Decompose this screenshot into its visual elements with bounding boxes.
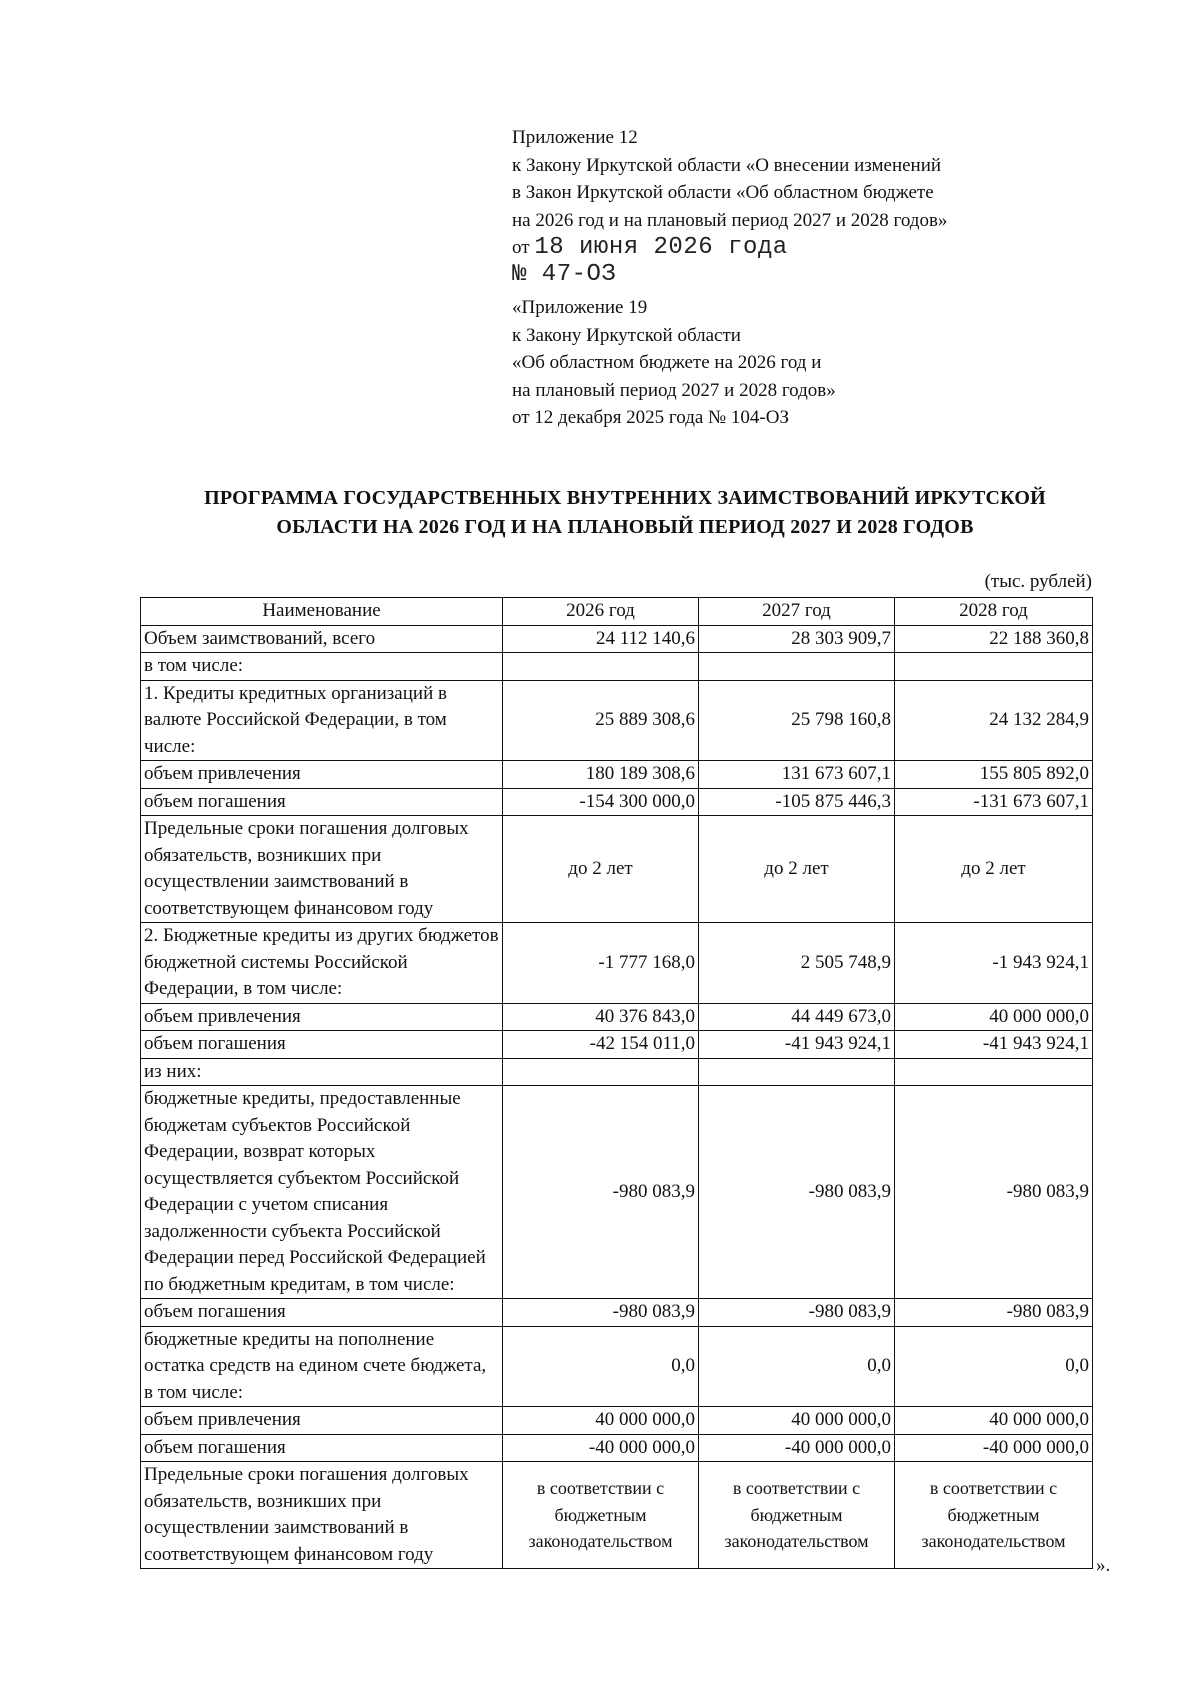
value-2028: 22 188 360,8 [895, 625, 1093, 653]
header-name: Наименование [141, 598, 503, 626]
value-2026: -154 300 000,0 [503, 788, 699, 816]
title-line: ОБЛАСТИ НА 2026 ГОД И НА ПЛАНОВЫЙ ПЕРИОД 2027 И 2028 ГОДОВ [276, 516, 974, 538]
table-row [141, 1058, 1093, 1086]
value-2028: до 2 лет [895, 816, 1093, 923]
value-2026: -980 083,9 [503, 1086, 699, 1299]
legal-line: законодательством [724, 1531, 869, 1552]
value-2027: -40 000 000,0 [699, 1434, 895, 1462]
document-title [130, 484, 1120, 542]
value-2028 [895, 1462, 1093, 1569]
title-line: ПРОГРАММА ГОСУДАРСТВЕННЫХ ВНУТРЕННИХ ЗАИМСТВОВАНИЙ ИРКУТСКОЙ [204, 487, 1046, 509]
legal-line: бюджетным [750, 1504, 843, 1525]
value-2028 [895, 653, 1093, 681]
borrowing-program-table [140, 597, 1093, 1569]
value-2027: 2 505 748,9 [699, 923, 895, 1004]
annex-line: Приложение 12 [512, 127, 638, 148]
value-2027: -41 943 924,1 [699, 1031, 895, 1059]
value-2028: 40 000 000,0 [895, 1003, 1093, 1031]
value-2026: 40 376 843,0 [503, 1003, 699, 1031]
table-row [141, 1086, 1093, 1299]
table-row [141, 761, 1093, 789]
table-row [141, 923, 1093, 1004]
value-2027: 131 673 607,1 [699, 761, 895, 789]
value-2026: 40 000 000,0 [503, 1407, 699, 1435]
row-name: в том числе: [141, 653, 503, 681]
row-name: 1. Кредиты кредитных организаций в валюте Российской Федерации, в том числе: [141, 680, 503, 761]
row-name: объем погашения [141, 1299, 503, 1327]
law-date-stamp [512, 234, 947, 261]
value-2027: -980 083,9 [699, 1086, 895, 1299]
table-row [141, 1326, 1093, 1407]
value-2026 [503, 1058, 699, 1086]
units-label: (тыс. рублей) [984, 571, 1092, 592]
row-name: Предельные сроки погашения долговых обязательств, возникших при осуществлении заимствований в соответствующем финансовом году [141, 816, 503, 923]
value-2027 [699, 1462, 895, 1569]
annex-line: на плановый период 2027 и 2028 годов» [512, 379, 836, 401]
value-2027: до 2 лет [699, 816, 895, 923]
value-2026: 180 189 308,6 [503, 761, 699, 789]
legal-line: в соответствии с [536, 1478, 665, 1499]
table-row [141, 1031, 1093, 1059]
table-row [141, 625, 1093, 653]
value-2027: 44 449 673,0 [699, 1003, 895, 1031]
table-row [141, 1299, 1093, 1327]
law-number-stamp [512, 261, 947, 288]
value-2027: 40 000 000,0 [699, 1407, 895, 1435]
table-header-row [141, 598, 1093, 626]
value-2028: 155 805 892,0 [895, 761, 1093, 789]
row-name: бюджетные кредиты на пополнение остатка средств на едином счете бюджета, в том числе: [141, 1326, 503, 1407]
row-name: бюджетные кредиты, предоставленные бюджетам субъектов Российской Федерации, возврат которых осуществляется субъектом Российской Федерации с учетом списания задолженности субъекта Российской Федерации перед Российской Федерацией по бюджетным кредитам, в том числе: [141, 1086, 503, 1299]
stamp-date: 18 июня 2026 года [534, 234, 788, 261]
table-row [141, 680, 1093, 761]
closing-quote: ». [1096, 1555, 1111, 1576]
value-2028: -40 000 000,0 [895, 1434, 1093, 1462]
value-2027 [699, 1058, 895, 1086]
value-2026: -980 083,9 [503, 1299, 699, 1327]
legal-line: в соответствии с [929, 1478, 1058, 1499]
header-2026: 2026 год [503, 598, 699, 626]
row-name: Предельные сроки погашения долговых обязательств, возникших при осуществлении заимствований в соответствующем финансовом году [141, 1462, 503, 1569]
row-name: из них: [141, 1058, 503, 1086]
legal-line: в соответствии с [732, 1478, 861, 1499]
annex-line: в Закон Иркутской области «Об областном бюджете [512, 182, 934, 203]
legal-line: бюджетным [947, 1504, 1040, 1525]
table-row [141, 1434, 1093, 1462]
annex-header [512, 124, 947, 432]
table-row [141, 653, 1093, 681]
table-row [141, 816, 1093, 923]
table-body [141, 625, 1093, 1569]
value-2026: 24 112 140,6 [503, 625, 699, 653]
row-name: объем погашения [141, 1031, 503, 1059]
legal-line: законодательством [921, 1531, 1066, 1552]
annex-line: к Закону Иркутской области «О внесении изменений [512, 154, 942, 176]
header-2028: 2028 год [895, 598, 1093, 626]
legal-line: законодательством [528, 1531, 673, 1552]
value-2026: -1 777 168,0 [503, 923, 699, 1004]
row-name: объем привлечения [141, 1003, 503, 1031]
annex-line: от 12 декабря 2025 года № 104-ОЗ [512, 407, 790, 428]
value-2026: 25 889 308,6 [503, 680, 699, 761]
value-2026: -40 000 000,0 [503, 1434, 699, 1462]
row-name: Объем заимствований, всего [141, 625, 503, 653]
value-2028: 40 000 000,0 [895, 1407, 1093, 1435]
annex-line: «Об областном бюджете на 2026 год и [512, 352, 822, 373]
row-name: объем привлечения [141, 1407, 503, 1435]
value-2027: -105 875 446,3 [699, 788, 895, 816]
value-2028: 24 132 284,9 [895, 680, 1093, 761]
value-2026 [503, 1462, 699, 1569]
value-2028: -41 943 924,1 [895, 1031, 1093, 1059]
row-name: 2. Бюджетные кредиты из других бюджетов бюджетной системы Российской Федерации, в том числе: [141, 923, 503, 1004]
value-2027: 25 798 160,8 [699, 680, 895, 761]
value-2028: -980 083,9 [895, 1086, 1093, 1299]
value-2027: -980 083,9 [699, 1299, 895, 1327]
table-row-legal [141, 1462, 1093, 1569]
value-2027 [699, 653, 895, 681]
table-row [141, 1407, 1093, 1435]
value-2026: до 2 лет [503, 816, 699, 923]
table-row [141, 788, 1093, 816]
stamp-number: № 47-ОЗ [512, 261, 617, 288]
annex-line: к Закону Иркутской области [512, 324, 741, 346]
row-name: объем привлечения [141, 761, 503, 789]
value-2026: 0,0 [503, 1326, 699, 1407]
value-2028: -980 083,9 [895, 1299, 1093, 1327]
value-2026: -42 154 011,0 [503, 1031, 699, 1059]
value-2028: 0,0 [895, 1326, 1093, 1407]
legal-line: бюджетным [554, 1504, 647, 1525]
annex-line: «Приложение 19 [512, 297, 648, 318]
value-2028: -131 673 607,1 [895, 788, 1093, 816]
stamp-prefix: от [512, 237, 530, 258]
row-name: объем погашения [141, 1434, 503, 1462]
table-row [141, 1003, 1093, 1031]
value-2026 [503, 653, 699, 681]
value-2028: -1 943 924,1 [895, 923, 1093, 1004]
annex-line: на 2026 год и на плановый период 2027 и 2028 годов» [512, 209, 948, 231]
row-name: объем погашения [141, 788, 503, 816]
value-2027: 28 303 909,7 [699, 625, 895, 653]
value-2028 [895, 1058, 1093, 1086]
value-2027: 0,0 [699, 1326, 895, 1407]
header-2027: 2027 год [699, 598, 895, 626]
